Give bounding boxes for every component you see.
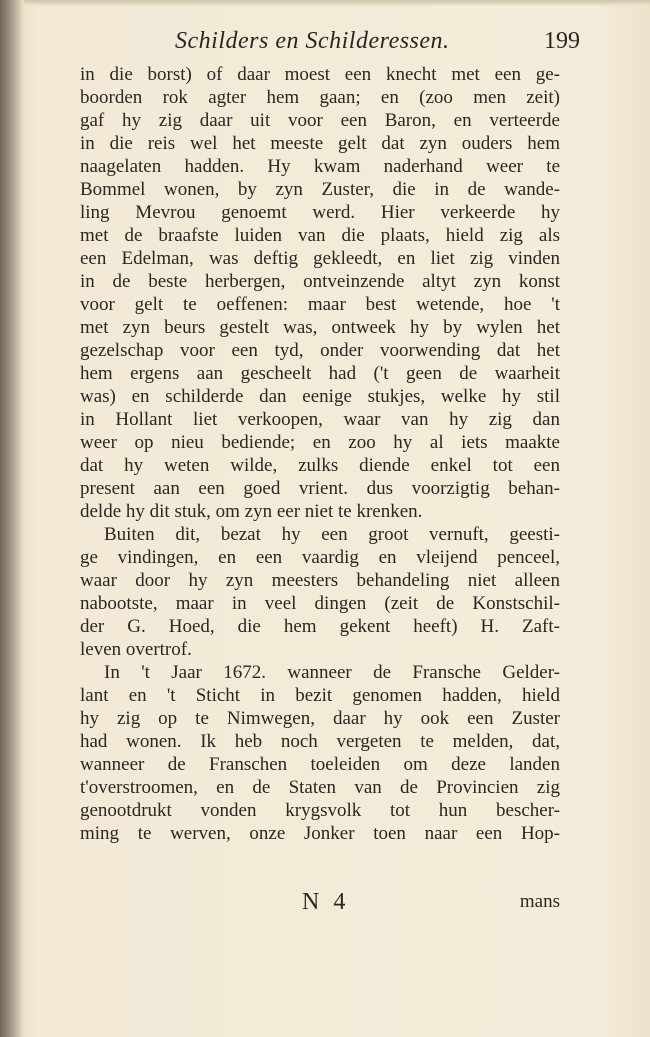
- page-header: [60, 28, 580, 62]
- text-line: in die reis wel het meeste gelt dat zyn ouders hem: [80, 133, 560, 154]
- text-line: gezelschap voor een tyd, onder voorwending dat het: [80, 340, 560, 361]
- text-line: present aan een goed vrient. dus voorzigtig behan-: [80, 478, 560, 499]
- page-edge: [24, 0, 650, 6]
- text-line: in die borst) of daar moest een knecht met een ge-: [80, 64, 560, 85]
- page-footer: [80, 889, 560, 915]
- signature-mark: N 4: [302, 889, 350, 915]
- paragraph-start-line: Buiten dit, bezat hy een groot vernuft, geesti-: [104, 524, 560, 545]
- text-line: met de braafste luiden van die plaats, hield zig als: [80, 225, 560, 246]
- text-line: t'overstroomen, en de Staten van de Provincien zig: [80, 777, 560, 798]
- text-line: hem ergens aan gescheelt had ('t geen de waarheit: [80, 363, 560, 384]
- text-line: dat hy weten wilde, zulks diende enkel tot een: [80, 455, 560, 476]
- text-line: boorden rok agter hem gaan; en (zoo men zeit): [80, 87, 560, 108]
- text-line: in Hollant liet verkoopen, waar van hy zig dan: [80, 409, 560, 430]
- text-line: ge vindingen, en een vaardig en vleijend penceel,: [80, 547, 560, 568]
- page-number: 199: [544, 28, 580, 54]
- text-line: wanneer de Franschen toeleiden om deze landen: [80, 754, 560, 775]
- page-body: [80, 63, 560, 845]
- text-line: lant en 't Sticht in bezit genomen hadden, hield: [80, 685, 560, 706]
- text-line: met zyn beurs gestelt was, ontweek hy by wylen het: [80, 317, 560, 338]
- text-line: voor gelt te oeffenen: maar best wetende, hoe 't: [80, 294, 560, 315]
- paragraph-end-line: leven overtrof.: [80, 639, 192, 660]
- paragraph-end-line: delde hy dit stuk, om zyn eer niet te krenken.: [80, 501, 423, 522]
- text-line: een Edelman, was deftig gekleedt, en liet zig vinden: [80, 248, 560, 269]
- text-line: nabootste, maar in veel dingen (zeit de Konstschil-: [80, 593, 560, 614]
- text-line: waar door hy zyn meesters behandeling niet alleen: [80, 570, 560, 591]
- paragraph-start-line: In 't Jaar 1672. wanneer de Fransche Gelder-: [104, 662, 560, 683]
- text-line: naagelaten hadden. Hy kwam naderhand weer te: [80, 156, 560, 177]
- text-line: gaf hy zig daar uit voor een Baron, en verteerde: [80, 110, 560, 131]
- text-line: hy zig op te Nimwegen, daar hy ook een Zuster: [80, 708, 560, 729]
- running-head: Schilders en Schilderessen.: [175, 28, 450, 54]
- text-line: was) en schilderde dan eenige stukjes, welke hy stil: [80, 386, 560, 407]
- text-line: der G. Hoed, die hem gekent heeft) H. Zaft-: [80, 616, 560, 637]
- text-line: ming te werven, onze Jonker toen naar een Hop-: [80, 823, 560, 844]
- catchword: mans: [519, 891, 560, 912]
- text-line: ling Mevrou genoemt werd. Hier verkeerde hy: [80, 202, 560, 223]
- book-gutter: [0, 0, 24, 1037]
- text-line: weer op nieu bediende; en zoo hy al iets maakte: [80, 432, 560, 453]
- text-line: genootdrukt vonden krygsvolk tot hun bescher-: [80, 800, 560, 821]
- text-line: had wonen. Ik heb noch vergeten te melden, dat,: [80, 731, 560, 752]
- text-line: in de beste herbergen, ontveinzende altyt zyn konst: [80, 271, 560, 292]
- text-line: Bommel wonen, by zyn Zuster, die in de wande-: [80, 179, 560, 200]
